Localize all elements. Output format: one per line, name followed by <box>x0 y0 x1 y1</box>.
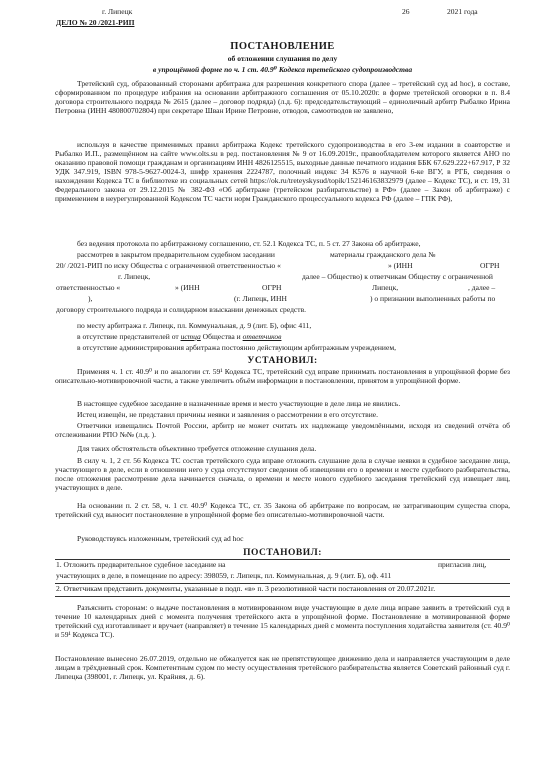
section-established: УСТАНОВИЛ: <box>247 356 318 366</box>
section-resolved: ПОСТАНОВИЛ: <box>243 548 322 558</box>
case-claim-text: 20/ /2021-РИП по иску Общества с ограниченной ответственностью « <box>56 261 281 270</box>
paragraph-defendants-mail: Ответчики извещались Почтой России, арбитр не может считать их надлежаще уведомлёнными, исходя из сведений отчёта об отслеживании РПО №№ (л.д. ). <box>55 421 510 439</box>
claimant-ogrn-label: ОГРН <box>480 261 500 270</box>
absence-middle: Общества и <box>202 332 241 341</box>
resolution-item-1-invite: пригласив лиц, <box>438 560 487 569</box>
subtitle-postponement: об отложении слушания по делу <box>227 54 338 63</box>
paragraph-no-protocol: без ведения протокола по арбитражному соглашению, ст. 52.1 Кодекса ТС, п. 5 ст. 27 Закона об арбитраже, <box>77 239 421 248</box>
resolution-item-1: 1. Отложить предварительное судебное заседание на <box>56 560 226 569</box>
paragraph-simplified-form: Применяя ч. 1 ст. 40.9⁰ и по аналогии ст. 59¹ Кодекса ТС, третейский суд вправе принимать постановления в упрощённой форме без описательно-мотивировочной части, а также увеличить объём информации в постановлении, принятом в упрощённой форме. <box>55 367 510 385</box>
claim-subject-text: ) о признании выполненных работы по <box>370 294 496 303</box>
resolution-item-2: 2. Ответчикам представить документы, указанные в подп. «в» п. 3 резолютивной части постановления от 20.07.2021г. <box>56 584 436 593</box>
year-label: 2021 года <box>447 7 478 16</box>
claimant-word: истца <box>180 332 201 341</box>
defendants-text: далее – Общество) к ответчикам Обществу с ограниченной <box>302 272 493 281</box>
page-title: ПОСТАНОВЛЕНИЕ <box>230 41 335 52</box>
paragraph-claimant-notified: Истец извещён, не представил причины неявки и заявления о рассмотрении в его отсутствие. <box>77 410 378 419</box>
defendant-llc-text: ответственностью « <box>56 283 121 292</box>
paragraph-issued: Постановление вынесено 26.07.2019, отдельно не обжалуется как не препятствующее движению дела и направляется участвующим в деле лицам в трёхдневный срок. Компетентным судом по месту осуществления третейского разбирательства является Советский районный суд г. Липецка (398001, г. Липецк, ул. Крайняя, д. 6). <box>55 654 510 681</box>
case-number: ДЕЛО № 20 /2021-РИП <box>56 18 135 27</box>
divider-bottom <box>55 596 510 597</box>
absence-prefix: в отсутствие представителей от <box>77 332 179 341</box>
defendant-city: Липецк, <box>372 283 399 292</box>
defendant-alias: , далее – <box>468 283 496 292</box>
second-defendant-text: (г. Липецк, ИНН <box>234 294 287 303</box>
paragraph-court-composition: Третейский суд, образованный сторонами арбитража для разрешения конкретного спора (далее – третейский суд ad hoc), в составе, сформированном по процедуре избрания на основании арбитражного соглашения от 05.10.2020г. в форме третейской оговорки в п. 8.4 договора строительного подряда № 2615 (далее – договор подряда) (л.д. 6): председательствующий – единоличный арбитр Рыбалко Ирина Петровна (ИНН 480800702804) при секретаре Шван Ирине Петровне, отводов, самоотводов не заявлено, <box>55 79 510 115</box>
claimant-inn-label: » (ИНН <box>388 261 413 270</box>
day-label: 26 <box>402 7 410 16</box>
arbitration-place: по месту арбитража г. Липецк, пл. Коммунальная, д. 9 (лит. Б), офис 411, <box>77 321 312 330</box>
defendant-close: ), <box>88 294 93 303</box>
defendant-ogrn-label: ОГРН <box>262 283 282 292</box>
defendant-inn-label: » (ИНН <box>175 283 200 292</box>
absence-parties-line <box>77 333 281 342</box>
paragraph-rules: используя в качестве применимых правил арбитража Кодекс третейского судопроизводства в его 3-ем издании в соавторстве и Рыбалко И.П., размещённом на сайте www.olts.su в ред. постановления № 9 от 16.09.2019г., правообладателем которого является АНО по оказанию правовой помощи гражданам и организациям ИНН 4826125515, выходные данные печатного издания ББК 67.629.222+67.917, Р 32 УДК 347.919, ISBN 978-5-9627-0024-3, шифр хранения 2224787, полочный индекс 34 К576 в научной 6-ке ВГУ, в РГБ, сведения о нахождении Кодекса ТС в библиотеке из социальных сетей https://ok.ru/treteyskysud/topik/152146163832979 (далее – Кодекс ТС), и ст. 19, 31 Федерального закона от 29.12.2015 № 382-ФЗ «Об арбитраже (третейском разбирательстве) в РФ» (далее – Закон об арбитраже) с применением в неурегулированной Кодексом ТС части норм Гражданского процессуального кодекса РФ (далее – ГПК РФ), <box>55 140 510 203</box>
claimant-city: г. Липецк, <box>118 272 151 281</box>
claim-subject-cont: договору строительного подряда и солидарном взыскании денежных средств. <box>56 305 307 314</box>
absence-institution: в отсутствие администрирования арбитража постоянно действующим арбитражным учреждением, <box>77 343 396 352</box>
paragraph-legal-basis: На основании п. 2 ст. 58, ч. 1 ст. 40.9⁰ Кодекса ТС, ст. 35 Закона об арбитраже по вопросам, не затрагивающим существа спора, третейский суд выносит постановление в упрощённой форме без описательно-мотивировочной части. <box>55 501 510 519</box>
subtitle-simplified-form: в упрощённой форме по ч. 1 ст. 40.9⁰ Кодекса третейского судопроизводства <box>152 65 413 74</box>
paragraph-article-56: В силу ч. 1, 2 ст. 56 Кодекса ТС состав третейского суда вправе отложить слушание дела в случае неявки в судебное заседание лица, участвующего в деле, если в отношении него у суда отсутствуют сведения об извещении его о времени и месте судебного разбирательства, после отложения рассмотрение дела начинается сначала, о времени и месте нового судебного заседания третейский суд извещает лиц, участвующих в деле. <box>55 456 510 492</box>
paragraph-guided-by: Руководствуясь изложенным, третейский суд ad hoc <box>77 534 244 543</box>
case-materials-text: материалы гражданского дела № <box>330 250 436 259</box>
defendants-word: ответчиков <box>242 332 282 341</box>
paragraph-explanation: Разъяснить сторонам: о выдаче постановления в мотивированном виде участвующие в деле лица вправе заявить в третейский суд в течение 10 календарных дней с момента получения третейского акта в упрощённой форме. Постановление в мотивированной форме третейский суд изготавливает и вручает (направляет) в течение 15 календарных дней с момента поступления ходатайства заявителя (ст. 40.9⁰ и 59¹ Кодекса ТС). <box>55 603 510 639</box>
paragraph-postponement-needed: Для таких обстоятельств объективно требуется отложение слушания дела. <box>77 444 317 453</box>
city-label: г. Липецк <box>102 7 133 16</box>
resolution-item-1-address: участвующих в деле, в помещение по адресу: 398059, г. Липецк, пл. Коммунальная, д. 9 (лит. Б), оф. 411 <box>56 571 392 580</box>
paragraph-no-appearance: В настоящее судебное заседание в назначенные время и место участвующие в деле лица не явились. <box>77 399 401 408</box>
case-considered-text: рассмотрев в закрытом предварительном судебном заседании <box>77 250 275 259</box>
